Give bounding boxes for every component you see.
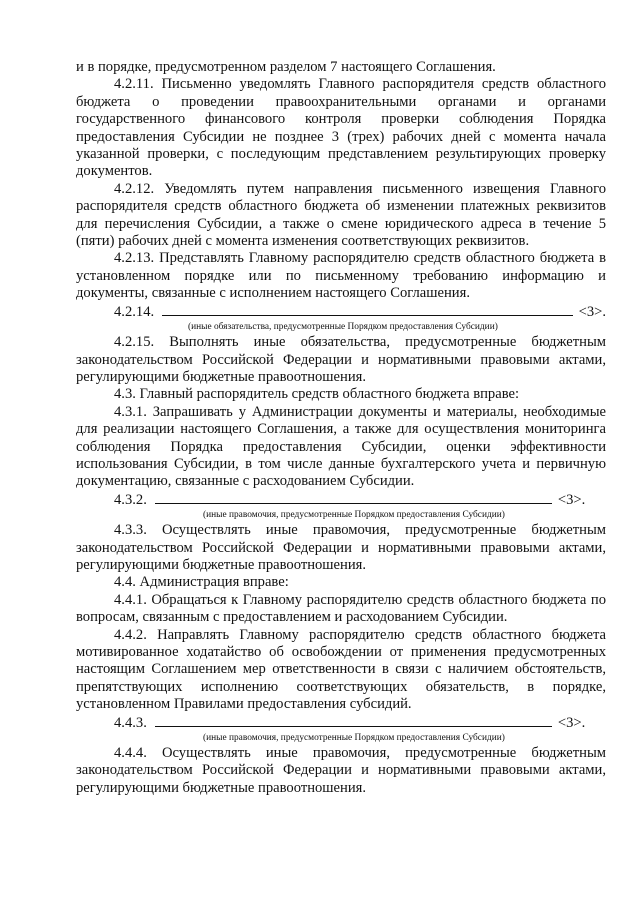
fill-item-4-3-2 (76, 491, 606, 509)
fill-item-number: 4.2.14. (114, 303, 155, 320)
paragraph-4-2-15: 4.2.15. Выполнять иные обязательства, предусмотренные бюджетным законодательством Российской Федерации и нормативными правовыми актами, регулирующими бюджетные правоотношения. (76, 334, 606, 385)
fill-item-number: 4.3.2. (114, 491, 147, 508)
fill-item-number: 4.4.3. (114, 714, 147, 731)
blank-fill-line (162, 303, 572, 316)
paragraph-4-4-1: 4.4.1. Обращаться к Главному распорядителю средств областного бюджета по вопросам, связанным с предоставлением и расходованием Субсидии. (76, 591, 606, 626)
footnote-reference: <3>. (557, 491, 586, 508)
fill-item-caption: (иные правомочия, предусмотренные Порядком предоставления Субсидии) (203, 510, 505, 521)
fill-item-caption: (иные обязательства, предусмотренные Порядком предоставления Субсидии) (188, 322, 498, 333)
footnote-reference: <3>. (557, 714, 586, 731)
paragraph-continuation: и в порядке, предусмотренном разделом 7 настоящего Соглашения. (76, 59, 496, 75)
blank-fill-line (155, 491, 552, 504)
paragraph-4-2-13: 4.2.13. Представлять Главному распорядителю средств областного бюджета в установленном порядке или по письменному требованию информацию и документы, связанные с исполнением настоящего Соглашения. (76, 250, 606, 302)
paragraph-4-2-11: 4.2.11. Письменно уведомлять Главного распорядителя средств областного бюджета о проведении правоохранительными органами и органами государственного финансового контроля проверки соблюдения Порядка предоставления Субсидии не позднее 3 (трех) рабочих дней с момента начала указанной проверки, с последующим представлением результирующих проверку документов. (76, 76, 606, 180)
paragraph-4-2-12: 4.2.12. Уведомлять путем направления письменного извещения Главного распорядителя средств областного бюджета об изменении платежных реквизитов для перечисления Субсидии, а также о смене юридического адреса в течение 5 (пяти) рабочих дней с момента изменения соответствующих реквизитов. (76, 180, 606, 250)
paragraph-4-4-4: 4.4.4. Осуществлять иные правомочия, предусмотренные бюджетным законодательством Российской Федерации и нормативными правовыми актами, регулирующими бюджетные правоотношения. (76, 745, 606, 796)
footnote-reference: <3>. (578, 303, 606, 320)
blank-fill-line (155, 714, 552, 727)
paragraph-4-3-1: 4.3.1. Запрашивать у Администрации документы и материалы, необходимые для реализации настоящего Соглашения, а также для осуществления мониторинга соблюдения Порядка предоставления Субсидии, оценки эффективности использования Субсидии, в том числе данные бухгалтерского учета и первичную документацию, связанные с расходованием Субсидии. (76, 403, 606, 490)
fill-item-4-4-3 (76, 714, 606, 732)
paragraph-4-3: 4.3. Главный распорядитель средств областного бюджета вправе: (114, 386, 520, 403)
fill-item-4-2-14 (76, 303, 606, 321)
fill-item-caption: (иные правомочия, предусмотренные Порядком предоставления Субсидии) (203, 733, 505, 744)
paragraph-4-4-2: 4.4.2. Направлять Главному распорядителю средств областного бюджета мотивированное ходатайство об освобождении от применения предусмотренных настоящим Соглашением мер ответственности в связи с наличием обстоятельств, препятствующих исполнению соответствующих обязательств, в порядке, установленном Правилами предоставления субсидий. (76, 626, 606, 713)
paragraph-4-3-3: 4.3.3. Осуществлять иные правомочия, предусмотренные бюджетным законодательством Российской Федерации и нормативными правовыми актами, регулирующими бюджетные правоотношения. (76, 522, 606, 573)
paragraph-4-4: 4.4. Администрация вправе: (114, 574, 289, 591)
document-body (76, 59, 606, 797)
